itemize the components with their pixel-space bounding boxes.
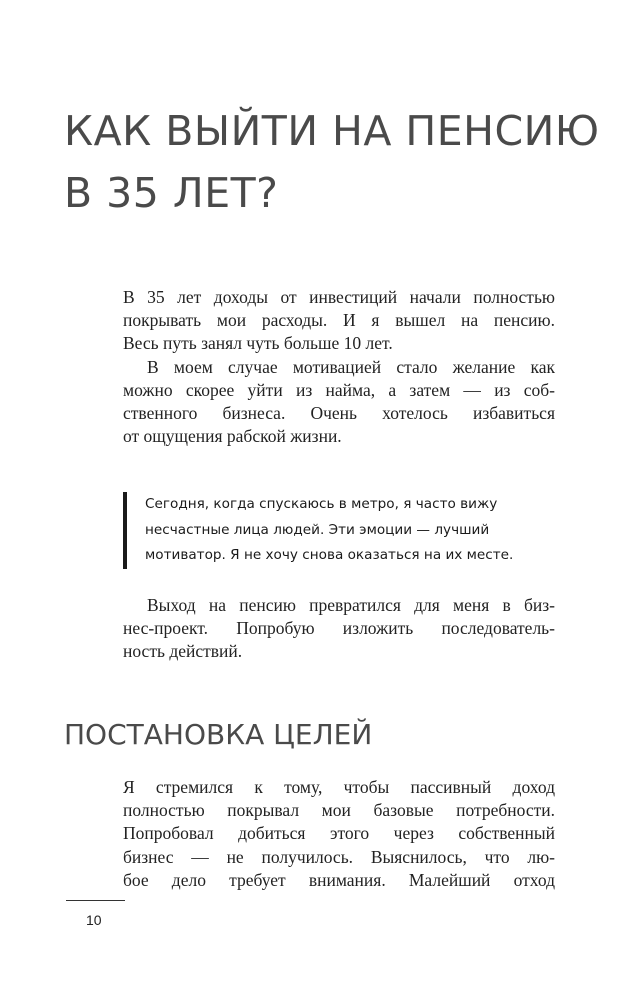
- paragraph-1: [123, 286, 555, 448]
- footer-rule: [66, 900, 125, 901]
- section-heading: ПОСТАНОВКА ЦЕЛЕЙ: [64, 718, 373, 751]
- text-line: покрывать мои расходы. И я вышел на пенсию.: [123, 310, 555, 331]
- quote-line: несчастные лица людей. Эти эмоции — лучший: [145, 521, 490, 538]
- paragraph-4: [123, 776, 555, 892]
- quote-line: мотиватор. Я не хочу снова оказаться на их месте.: [145, 547, 514, 563]
- text-line: Весь путь занял чуть больше 10 лет.: [123, 333, 393, 354]
- text-line: от ощущения рабской жизни.: [123, 426, 342, 447]
- quote-line: Сегодня, когда спускаюсь в метро, я часто вижу: [145, 496, 498, 512]
- text-line: В моем случае мотивацией стало желание как: [147, 356, 555, 377]
- text-line: ственного бизнеса. Очень хотелось избавиться: [123, 403, 555, 424]
- text-line: Попробовал добиться этого через собственный: [123, 823, 555, 844]
- chapter-title: [64, 100, 600, 224]
- text-line: полностью покрывал мои базовые потребности.: [123, 800, 555, 821]
- text-line: бое дело требует внимания. Малейший отход: [123, 869, 555, 890]
- text-line: можно скорее уйти из найма, а затем — из соб-: [123, 379, 555, 400]
- text-line: В 35 лет доходы от инвестиций начали полностью: [123, 287, 555, 307]
- chapter-title-line: В 35 ЛЕТ?: [64, 169, 279, 217]
- chapter-title-line: КАК ВЫЙТИ НА ПЕНСИЮ: [64, 107, 600, 155]
- page-number: 10: [86, 912, 102, 928]
- pull-quote: [123, 492, 513, 569]
- text-line: бизнес — не получилось. Выяснилось, что лю-: [123, 846, 555, 867]
- text-line: ность действий.: [123, 641, 243, 662]
- text-line: нес-проект. Попробую изложить последователь-: [123, 618, 555, 639]
- text-line: Я стремился к тому, чтобы пассивный доход: [123, 777, 555, 797]
- paragraph-3: [123, 594, 555, 664]
- text-line: Выход на пенсию превратился для меня в биз-: [147, 595, 555, 615]
